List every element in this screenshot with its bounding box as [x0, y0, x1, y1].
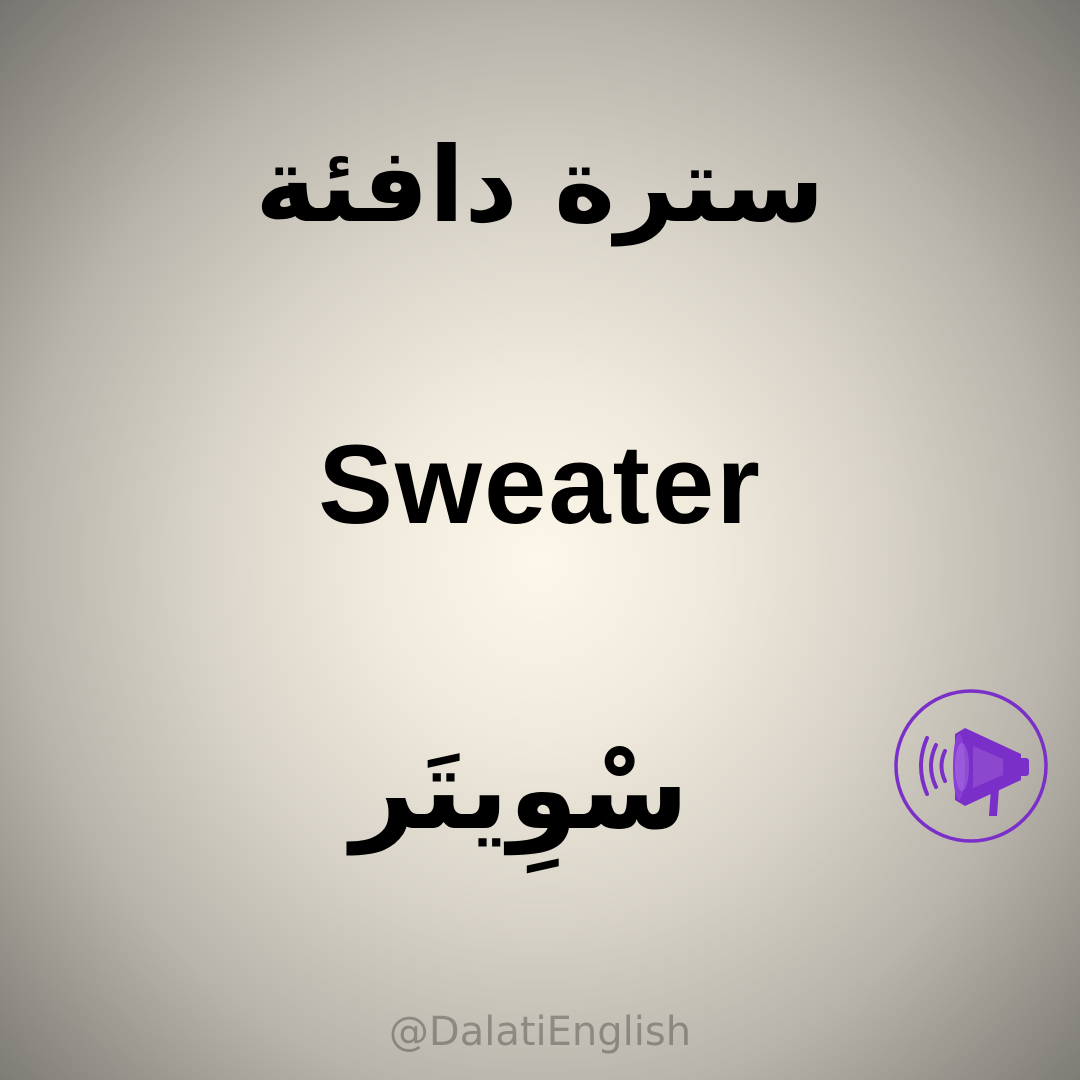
- arabic-word: سترة دافئة: [255, 124, 825, 246]
- play-audio-button[interactable]: [893, 688, 1049, 844]
- watermark-handle: @DalatiEnglish: [388, 1009, 692, 1055]
- english-word: Sweater: [318, 422, 762, 547]
- megaphone-icon: [893, 688, 1049, 844]
- pronunciation-text: سْوِيتَر: [351, 725, 689, 855]
